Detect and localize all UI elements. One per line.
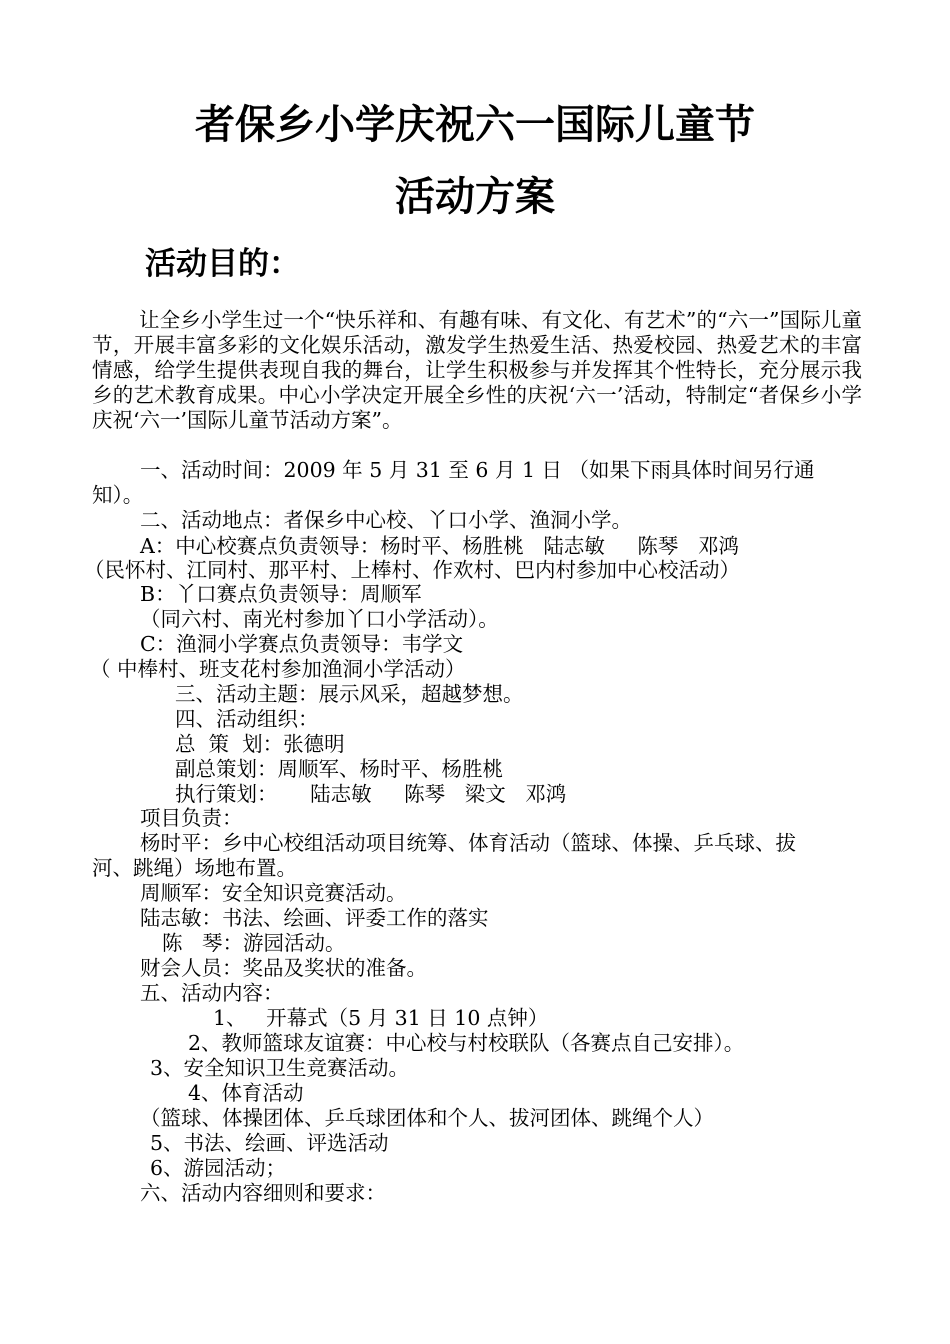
purpose-paragraph: 让全乡小学生过一个“快乐祥和、有趣有味、有文化、有艺术”的“六一”国际儿童节，开展丰富多彩的文化娱乐活动，激发学生热爱生活、热爱校园、热爱艺术的丰富情感，给学生提供表现自我的舞台，让学生积极参与并发挥其个性特长，充分展示我乡的艺术教育成果。中心小学决定开展全乡性的庆祝‘六一’活动，特制定“者保乡小学庆祝‘六一’国际儿童节活动方案”。 xyxy=(92,308,862,432)
text-line-finance-staff-duties: 财会人员：奖品及奖状的准备。 xyxy=(140,956,427,980)
text-line-opening-ceremony: 1、 开幕式（5 月 31 日 10 点钟） xyxy=(213,1006,549,1030)
text-line-calligraphy-painting: 5、书法、绘画、评选活动 xyxy=(150,1131,389,1155)
document-title-line-2: 活动方案 xyxy=(395,174,555,220)
text-line-venue-c-villages: （ 中棒村、班支花村参加渔洞小学活动） xyxy=(90,657,466,681)
text-line-deputy-planners: 副总策划：周顺军、杨时平、杨胜桃 xyxy=(175,757,503,781)
text-line-activity-theme: 三、活动主题：展示风采，超越梦想。 xyxy=(175,682,524,706)
text-line-venue-a-villages: （民怀村、江同村、那平村、上棒村、作欢村、巴内村参加中心校活动） xyxy=(84,558,740,582)
text-line-safety-quiz: 3、安全知识卫生竞赛活动。 xyxy=(150,1056,410,1080)
text-line-sports-activities: 4、体育活动 xyxy=(188,1081,304,1105)
text-line-activity-location: 二、活动地点：者保乡中心校、丫口小学、渔洞小学。 xyxy=(140,508,632,532)
text-line-teacher-basketball: 2、教师篮球友谊赛：中心校与村校联队（各赛点自己安排）。 xyxy=(188,1031,745,1055)
text-line-yang-shiping-duties: 杨时平：乡中心校组活动项目统筹、体育活动（篮球、体操、乒乓球、拔 xyxy=(140,831,796,855)
text-line-sports-list: （篮球、体操团体、乒乓球团体和个人、拔河团体、跳绳个人） xyxy=(140,1106,714,1130)
text-line-executive-planners: 执行策划： 陆志敏 陈琴 梁文 邓鸿 xyxy=(175,782,567,806)
text-line-lu-zhimin-duties: 陆志敏：书法、绘画、评委工作的落实 xyxy=(140,906,489,930)
text-line-activity-contents: 五、活动内容： xyxy=(140,981,284,1005)
text-line-chief-planner: 总 策 划：张德明 xyxy=(175,732,345,756)
text-line-detailed-rules: 六、活动内容细则和要求： xyxy=(140,1181,386,1205)
text-line-activity-time: 一、活动时间：2009 年 5 月 31 至 6 月 1 日 （如果下雨具体时间另行通 xyxy=(140,458,815,482)
text-line-garden-party: 6、游园活动； xyxy=(150,1156,287,1180)
text-line-venue-a-leaders: A：中心校赛点负责领导：杨时平、杨胜桃 陆志敏 陈琴 邓鸿 xyxy=(140,534,739,558)
text-line-zhou-shunjun-duties: 周顺军：安全知识竞赛活动。 xyxy=(140,881,407,905)
text-line-chen-qin-duties: 陈 琴：游园活动。 xyxy=(162,931,346,955)
text-line-activity-organization: 四、活动组织： xyxy=(175,707,319,731)
document-title-line-1: 者保乡小学庆祝六一国际儿童节 xyxy=(195,102,755,148)
text-line-venue-c-leaders: C：渔洞小学赛点负责领导：韦学文 xyxy=(140,632,464,656)
text-line-venue-b-villages: （同六村、南光村参加丫口小学活动）。 xyxy=(140,607,499,631)
text-line-yang-shiping-duties-cont: 河、跳绳）场地布置。 xyxy=(92,856,297,880)
text-line-venue-b-leaders: B：丫口赛点负责领导：周顺军 xyxy=(140,582,422,606)
text-line-activity-time-cont: 知）。 xyxy=(92,483,144,507)
text-line-project-leads: 项目负责： xyxy=(140,806,243,830)
section-heading-purpose: 活动目的： xyxy=(145,246,300,282)
